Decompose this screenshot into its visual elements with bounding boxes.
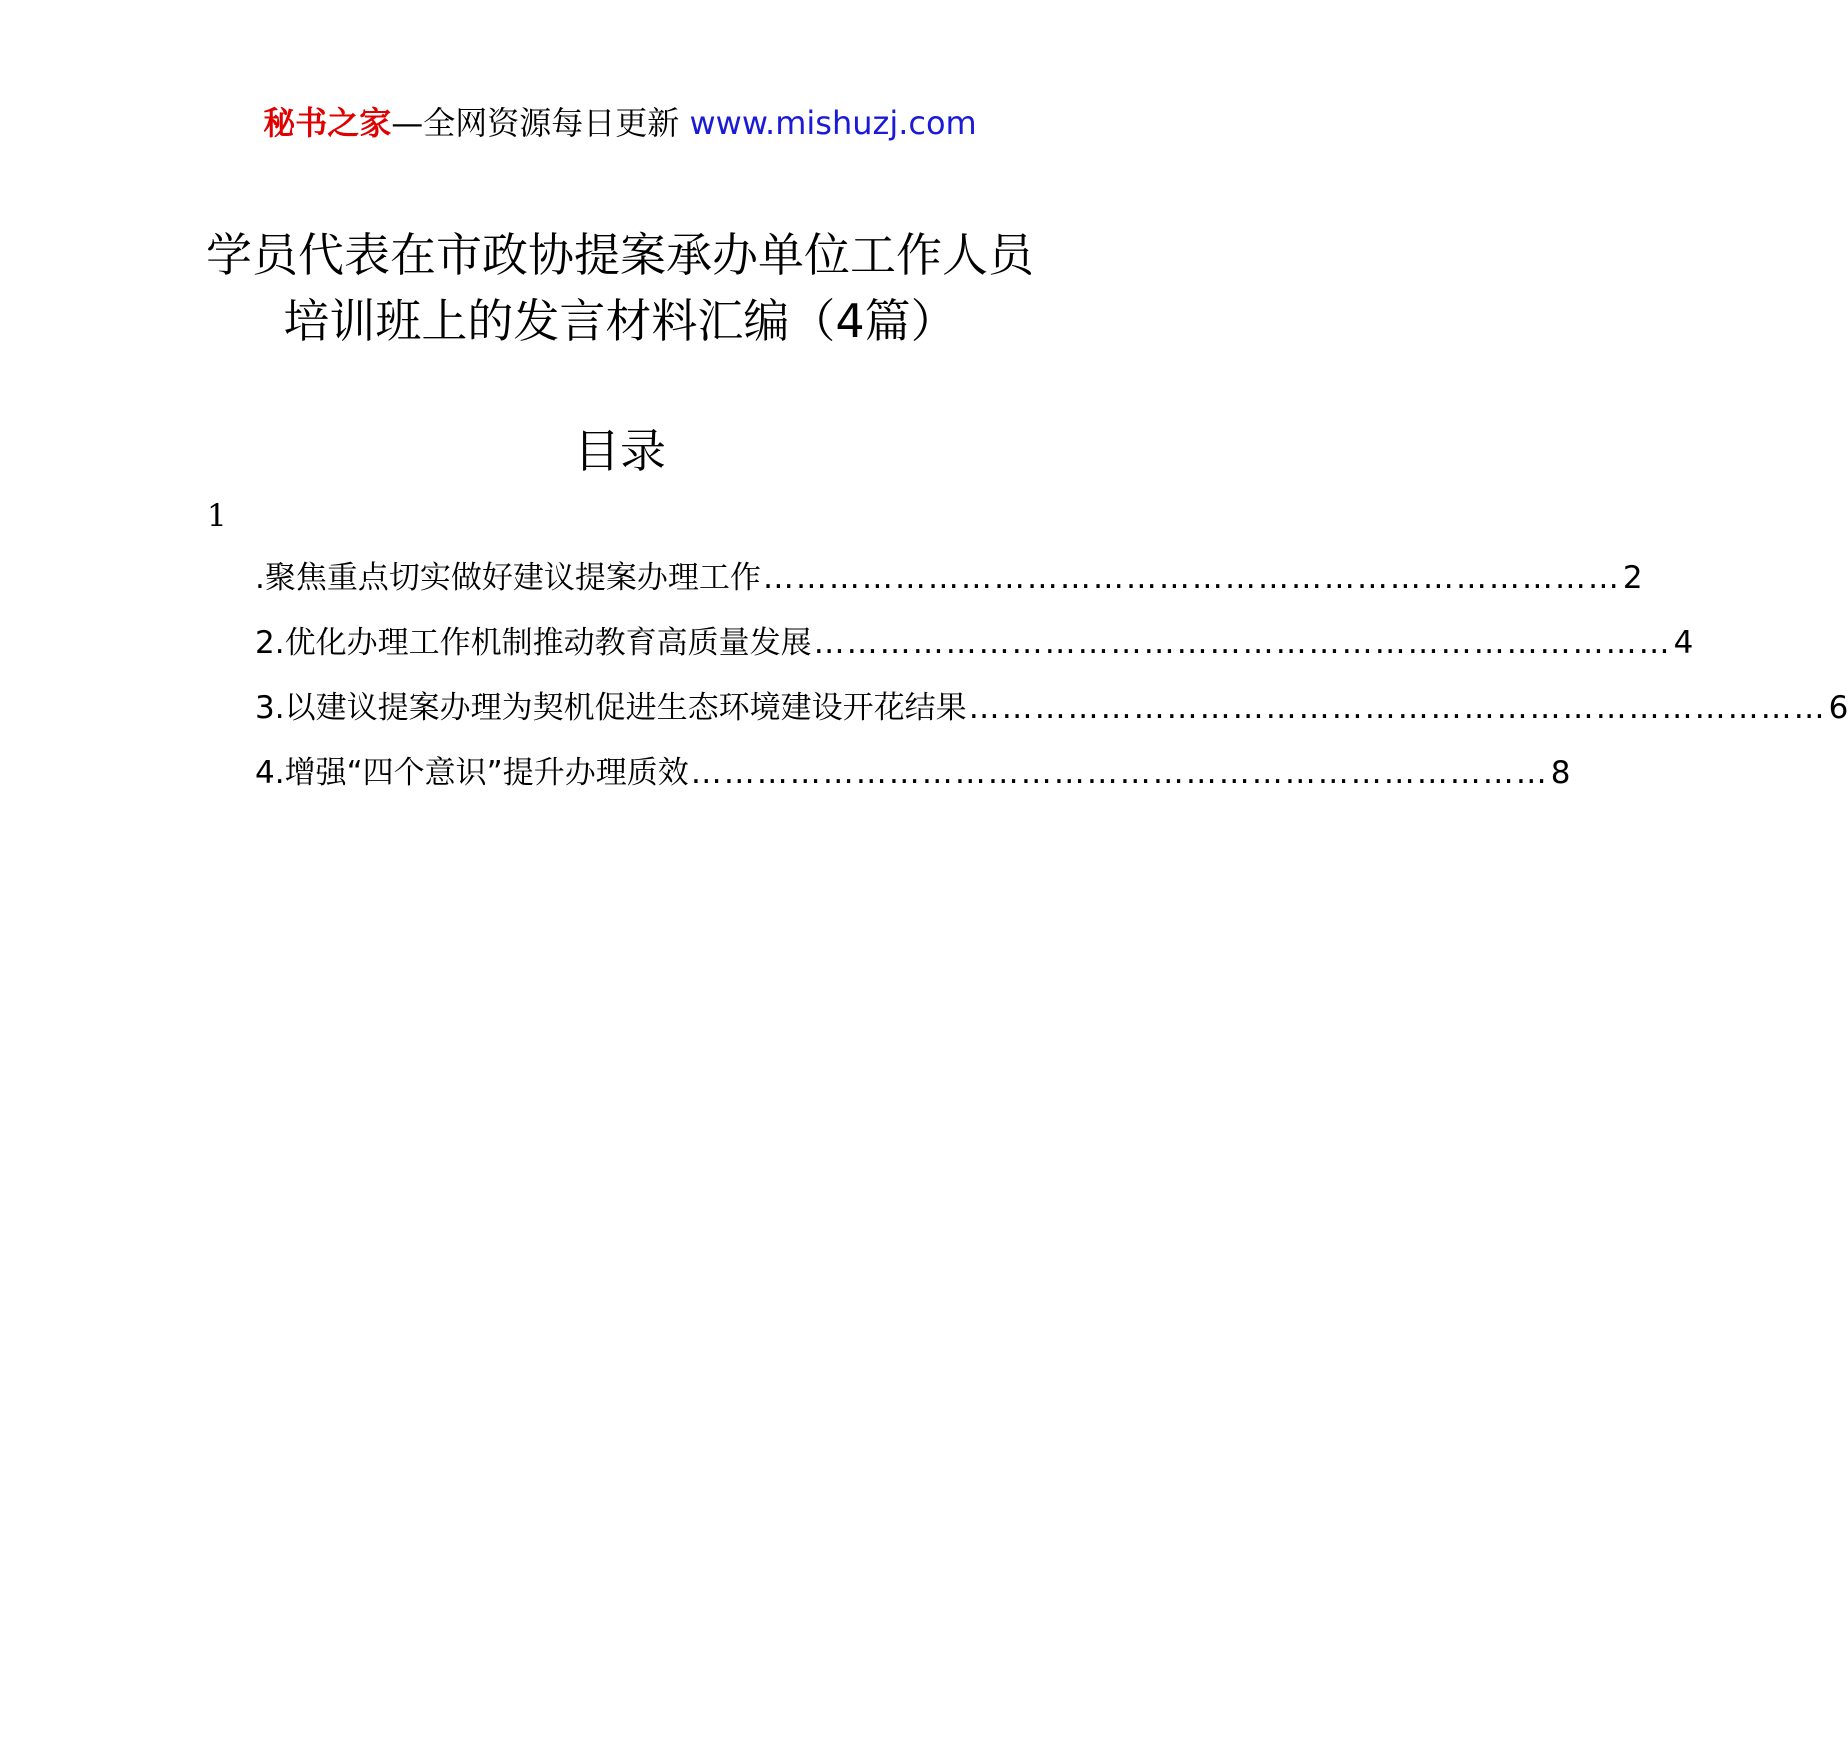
toc-entry-page: 4 (1673, 625, 1694, 661)
toc-heading: 目录 (574, 424, 666, 478)
toc-entry[interactable] (255, 556, 1643, 621)
toc-leader-dots: …………………………………………………………………… (690, 755, 1549, 791)
document-title-line-1: 学员代表在市政协提案承办单位工作人员 (206, 228, 1034, 282)
toc-number-marker: 1 (207, 498, 227, 534)
toc-entry-page: 2 (1622, 560, 1643, 596)
toc-entry[interactable] (255, 751, 1571, 816)
toc-entry[interactable] (255, 621, 1694, 686)
toc-leader-dots: …………………………………………………………………… (813, 625, 1672, 661)
site-brand: 秘书之家 (263, 104, 392, 142)
toc-entry-title: 4.增强“四个意识”提升办理质效 (255, 755, 689, 791)
toc-entry-page: 8 (1550, 755, 1571, 791)
site-slogan: —全网资源每日更新 (391, 104, 680, 142)
toc-entry-page: 6 (1828, 690, 1848, 726)
site-header (0, 98, 1240, 148)
toc-entry-title: 3.以建议提案办理为契机促进生态环境建设开花结果 (255, 690, 967, 726)
toc-leader-dots: …………………………………………………………………… (968, 690, 1827, 726)
toc-leader-dots: …………………………………………………………………… (762, 560, 1621, 596)
document-title (0, 222, 1240, 354)
site-url-link[interactable]: www.mishuzj.com (689, 104, 977, 142)
table-of-contents (255, 556, 1848, 816)
toc-entry-title: 2.优化办理工作机制推动教育高质量发展 (255, 625, 812, 661)
document-title-line-2: 培训班上的发言材料汇编（4篇） (283, 294, 957, 348)
toc-entry[interactable] (255, 686, 1848, 751)
toc-entry-title: .聚焦重点切实做好建议提案办理工作 (255, 560, 761, 596)
